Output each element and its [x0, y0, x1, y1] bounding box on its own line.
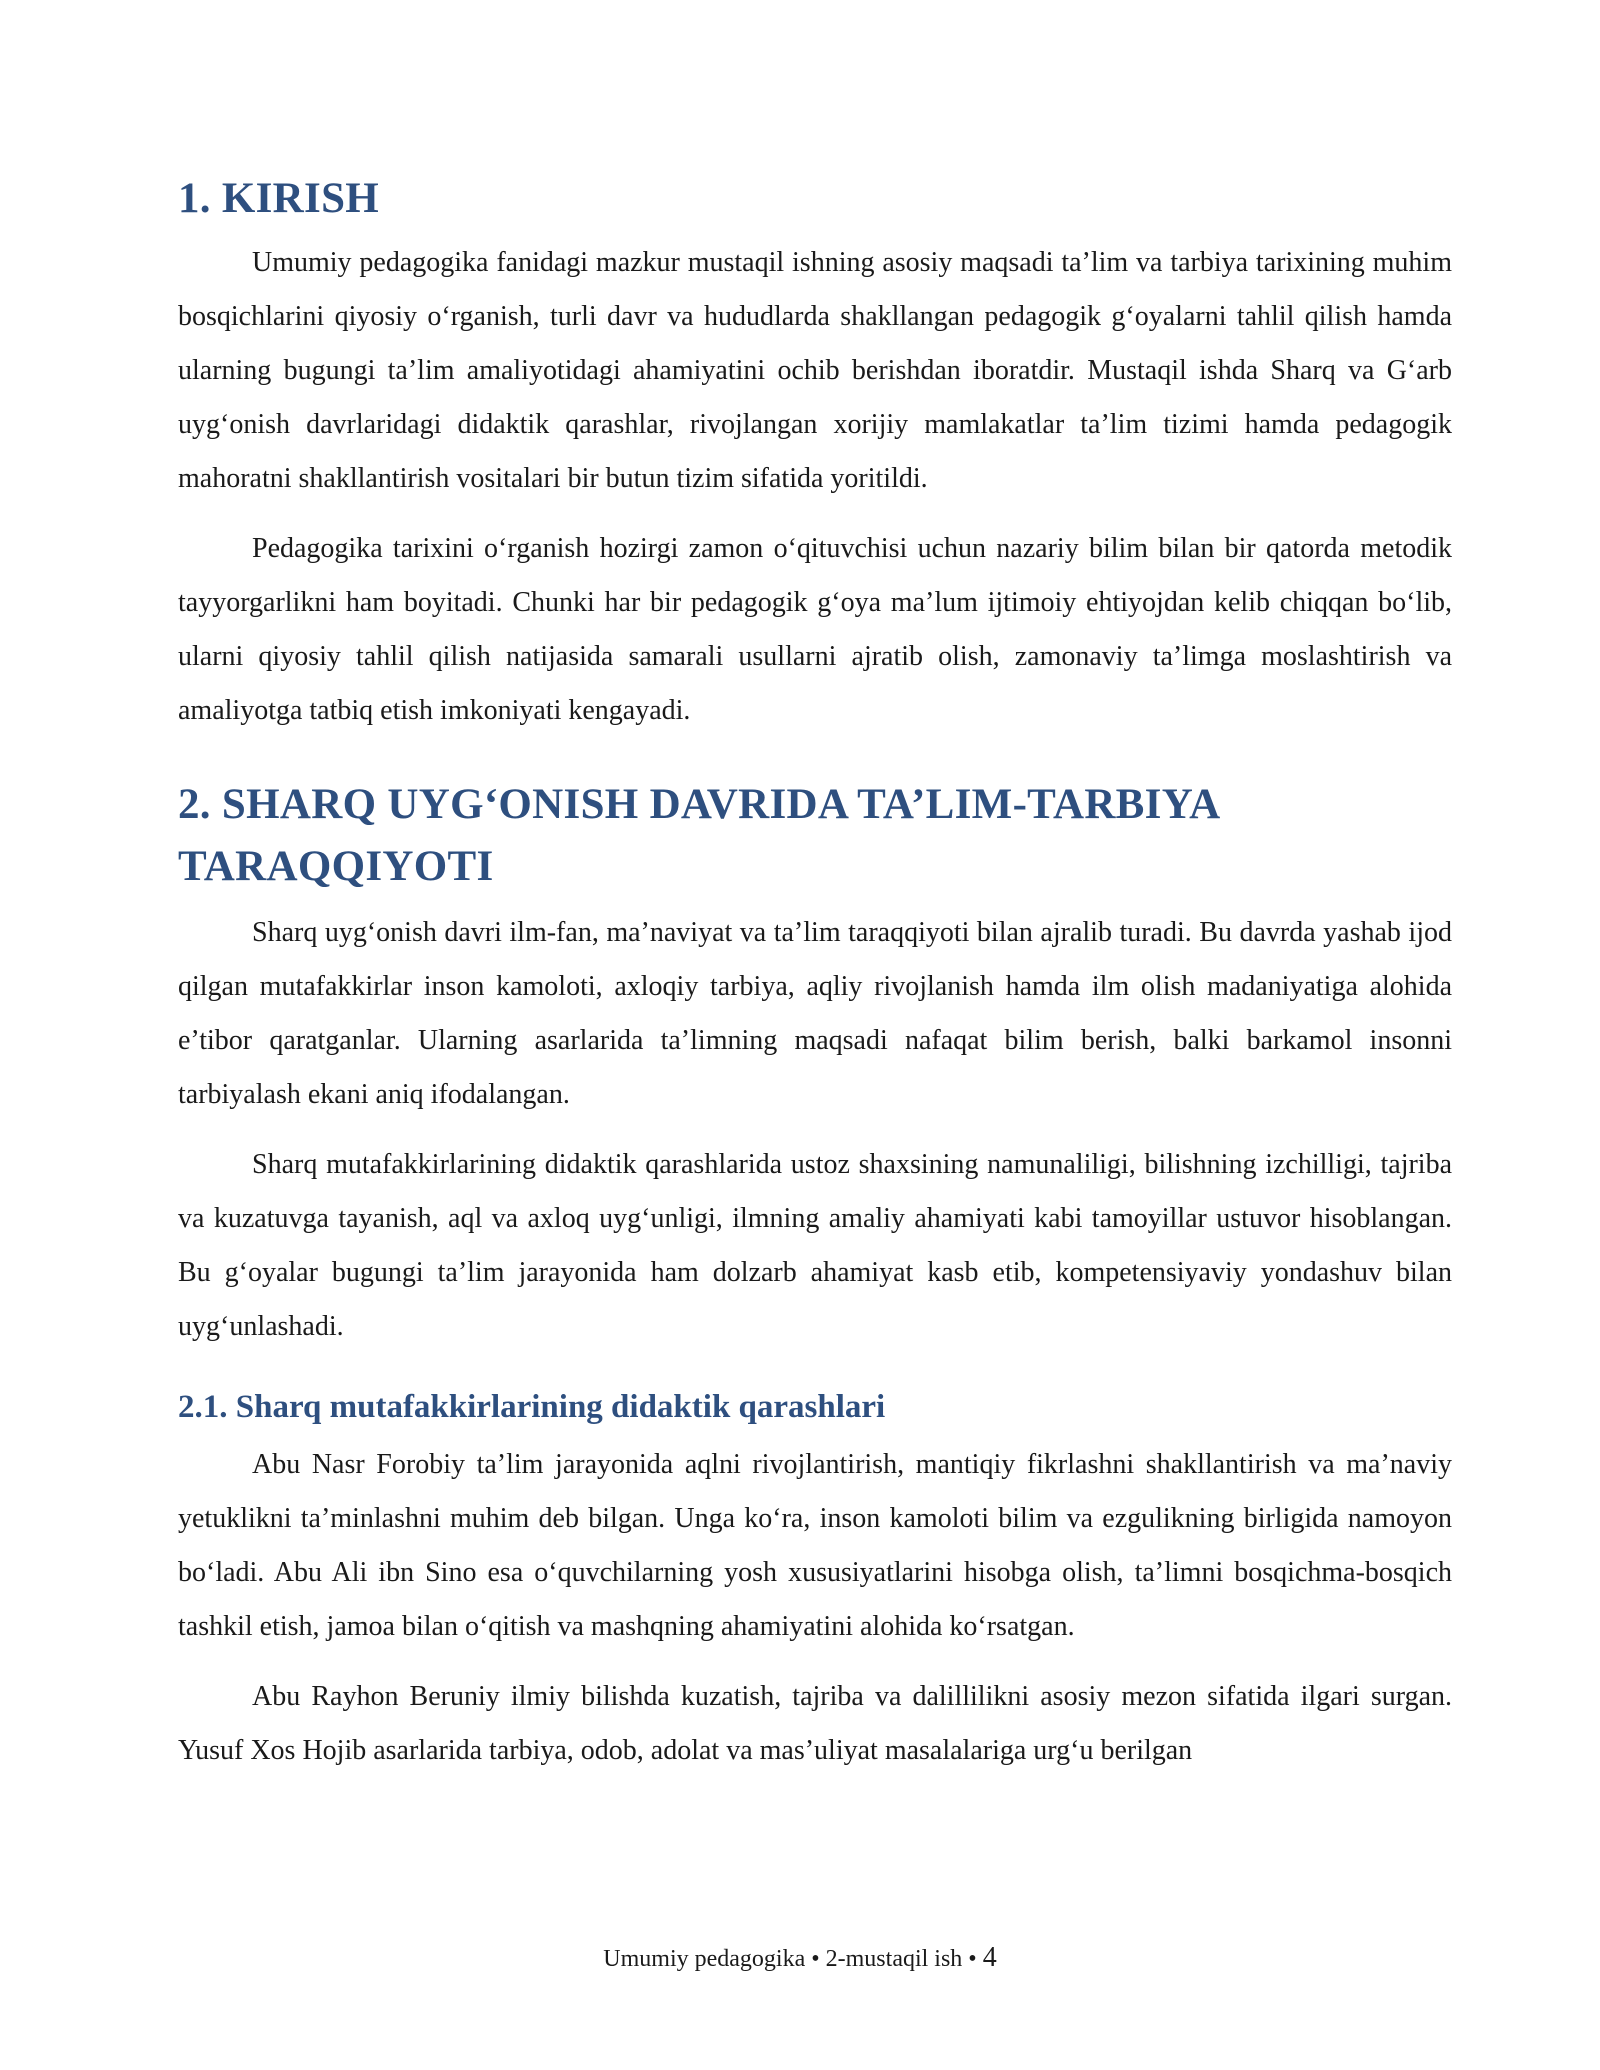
paragraph: Pedagogika tarixini o‘rganish hozirgi zamon o‘qituvchisi uchun nazariy bilim bilan bir qatorda metodik tayyorgarlikni ham boyitadi. Chunki har bir pedagogik g‘oya ma’lum ijtimoiy ehtiyojdan kelib chiqqan bo‘lib, ularni qiyosiy tahlil qilish natijasida samarali usullarni ajratib olish, zamonaviy ta’limga moslashtirish va amaliyotga tatbiq etish imkoniyati kengayadi.	[178, 533, 1452, 726]
paragraph: Sharq mutafakkirlarining didaktik qarashlarida ustoz shaxsining namunaliligi, bilishning izchilligi, tajriba va kuzatuvga tayanish, aql va axloq uyg‘unligi, ilmning amaliy ahamiyati kabi tamoyillar ustuvor hisoblangan. Bu g‘oyalar bugungi ta’lim jarayonida ham dolzarb ahamiyat kasb etib, kompetensiyaviy yondashuv bilan uyg‘unlashadi.	[178, 1149, 1452, 1342]
section-heading-sharq: 2. SHARQ UYG‘ONISH DAVRIDA TA’LIM-TARBIYA TARAQQIYOTI	[178, 781, 1219, 890]
paragraph: Sharq uyg‘onish davri ilm-fan, ma’naviyat va ta’lim taraqqiyoti bilan ajralib turadi. Bu davrda yashab ijod qilgan mutafakkirlar inson kamoloti, axloqiy tarbiya, aqliy rivojlanish hamda ilm olish madaniyatiga alohida e’tibor qaratganlar. Ularning asarlarida ta’limning maqsadi nafaqat bilim berish, balki barkamol insonni tarbiyalash ekani aniq ifodalangan.	[178, 917, 1452, 1110]
footer-text: Umumiy pedagogika • 2-mustaqil ish •	[603, 1946, 983, 1972]
page-footer	[0, 1942, 1600, 1974]
subsection-heading-didaktik: 2.1. Sharq mutafakkirlarining didaktik qarashlari	[178, 1389, 886, 1425]
paragraph: Umumiy pedagogika fanidagi mazkur mustaqil ishning asosiy maqsadi ta’lim va tarbiya tarixining muhim bosqichlarini qiyosiy o‘rganish, turli davr va hududlarda shakllangan pedagogik g‘oyalarni tahlil qilish hamda ularning bugungi ta’lim amaliyotidagi ahamiyatini ochib berishdan iboratdir. Mustaqil ishda Sharq va G‘arb uyg‘onish davrlaridagi didaktik qarashlar, rivojlangan xorijiy mamlakatlar ta’lim tizimi hamda pedagogik mahoratni shakllantirish vositalari bir butun tizim sifatida yoritildi.	[178, 247, 1452, 494]
document-page	[178, 168, 1452, 1794]
paragraph: Abu Nasr Forobiy ta’lim jarayonida aqlni rivojlantirish, mantiqiy fikrlashni shakllantirish va ma’naviy yetuklikni ta’minlashni muhim deb bilgan. Unga ko‘ra, inson kamoloti bilim va ezgulikning birligida namoyon bo‘ladi. Abu Ali ibn Sino esa o‘quvchilarning yosh xususiyatlarini hisobga olish, ta’limni bosqichma-bosqich tashkil etish, jamoa bilan o‘qitish va mashqning ahamiyatini alohida ko‘rsatgan.	[178, 1449, 1452, 1642]
paragraph: Abu Rayhon Beruniy ilmiy bilishda kuzatish, tajriba va dalillilikni asosiy mezon sifatida ilgari surgan. Yusuf Xos Hojib asarlarida tarbiya, odob, adolat va mas’uliyat masalalariga urg‘u berilgan	[178, 1681, 1452, 1766]
section-heading-kirish: 1. KIRISH	[178, 175, 380, 222]
page-number: 4	[982, 1942, 997, 1973]
